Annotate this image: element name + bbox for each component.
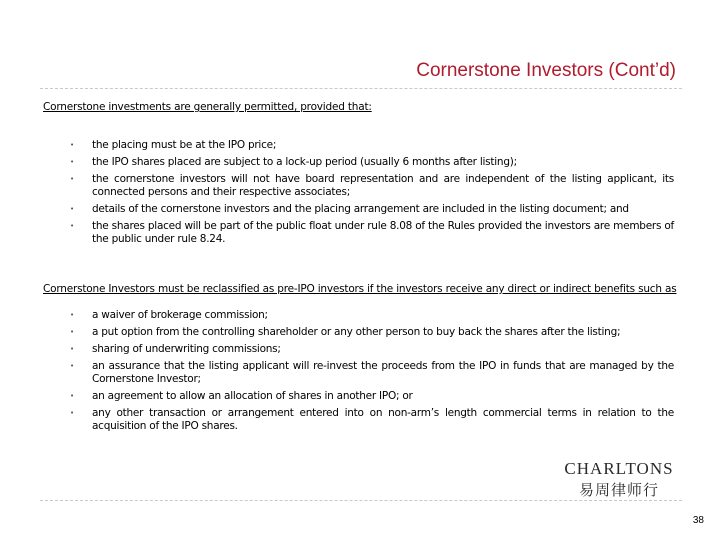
section1-intro: Cornerstone investments are generally permitted, provided that: bbox=[43, 101, 372, 113]
list-item: • a waiver of brokerage commission; bbox=[70, 309, 268, 321]
bullet-icon: • bbox=[70, 409, 74, 417]
page-title: Cornerstone Investors (Cont’d) bbox=[416, 60, 676, 81]
section2-intro: Cornerstone Investors must be reclassified as pre-IPO investors if the investors receive any direct or indirect benefits such as bbox=[43, 283, 677, 295]
list-item: • the cornerstone investors will not have board representation and are independent of the listing applicant, its connected persons and their respective associates; bbox=[70, 173, 674, 198]
list-item: • any other transaction or arrangement entered into on non-arm’s length commercial terms in relation to the acquisition of the IPO shares. bbox=[70, 407, 674, 432]
list-item: • an agreement to allow an allocation of shares in another IPO; or bbox=[70, 390, 413, 402]
title-divider bbox=[40, 88, 682, 89]
list-item: • the IPO shares placed are subject to a lock-up period (usually 6 months after listing); bbox=[70, 156, 517, 168]
list-item: • the shares placed will be part of the public float under rule 8.08 of the Rules provided the investors are members of the public under rule 8.24. bbox=[70, 220, 674, 245]
list-item: • the placing must be at the IPO price; bbox=[70, 139, 277, 151]
list-item: • a put option from the controlling shareholder or any other person to buy back the shares after the listing; bbox=[70, 326, 621, 338]
charltons-logo bbox=[558, 459, 680, 500]
bullet-icon: • bbox=[70, 222, 74, 230]
bullet-icon: • bbox=[70, 392, 74, 400]
page-number: 38 bbox=[692, 515, 704, 526]
bullet-icon: • bbox=[70, 141, 74, 149]
bullet-icon: • bbox=[70, 345, 74, 353]
list-item: • an assurance that the listing applicant will re-invest the proceeds from the IPO in funds that are managed by the Cornerstone Investor; bbox=[70, 360, 674, 385]
list-item: • sharing of underwriting commissions; bbox=[70, 343, 281, 355]
footer-divider bbox=[40, 500, 682, 501]
logo-chinese: 易周律师行 bbox=[578, 481, 659, 499]
section2-list bbox=[70, 309, 674, 437]
bullet-icon: • bbox=[70, 175, 74, 183]
section1-list bbox=[70, 139, 674, 250]
bullet-icon: • bbox=[70, 362, 74, 370]
logo-english: CHARLTONS bbox=[564, 459, 674, 478]
bullet-icon: • bbox=[70, 328, 74, 336]
bullet-icon: • bbox=[70, 158, 74, 166]
bullet-icon: • bbox=[70, 311, 74, 319]
list-item: • details of the cornerstone investors and the placing arrangement are included in the listing document; and bbox=[70, 203, 629, 215]
bullet-icon: • bbox=[70, 205, 74, 213]
